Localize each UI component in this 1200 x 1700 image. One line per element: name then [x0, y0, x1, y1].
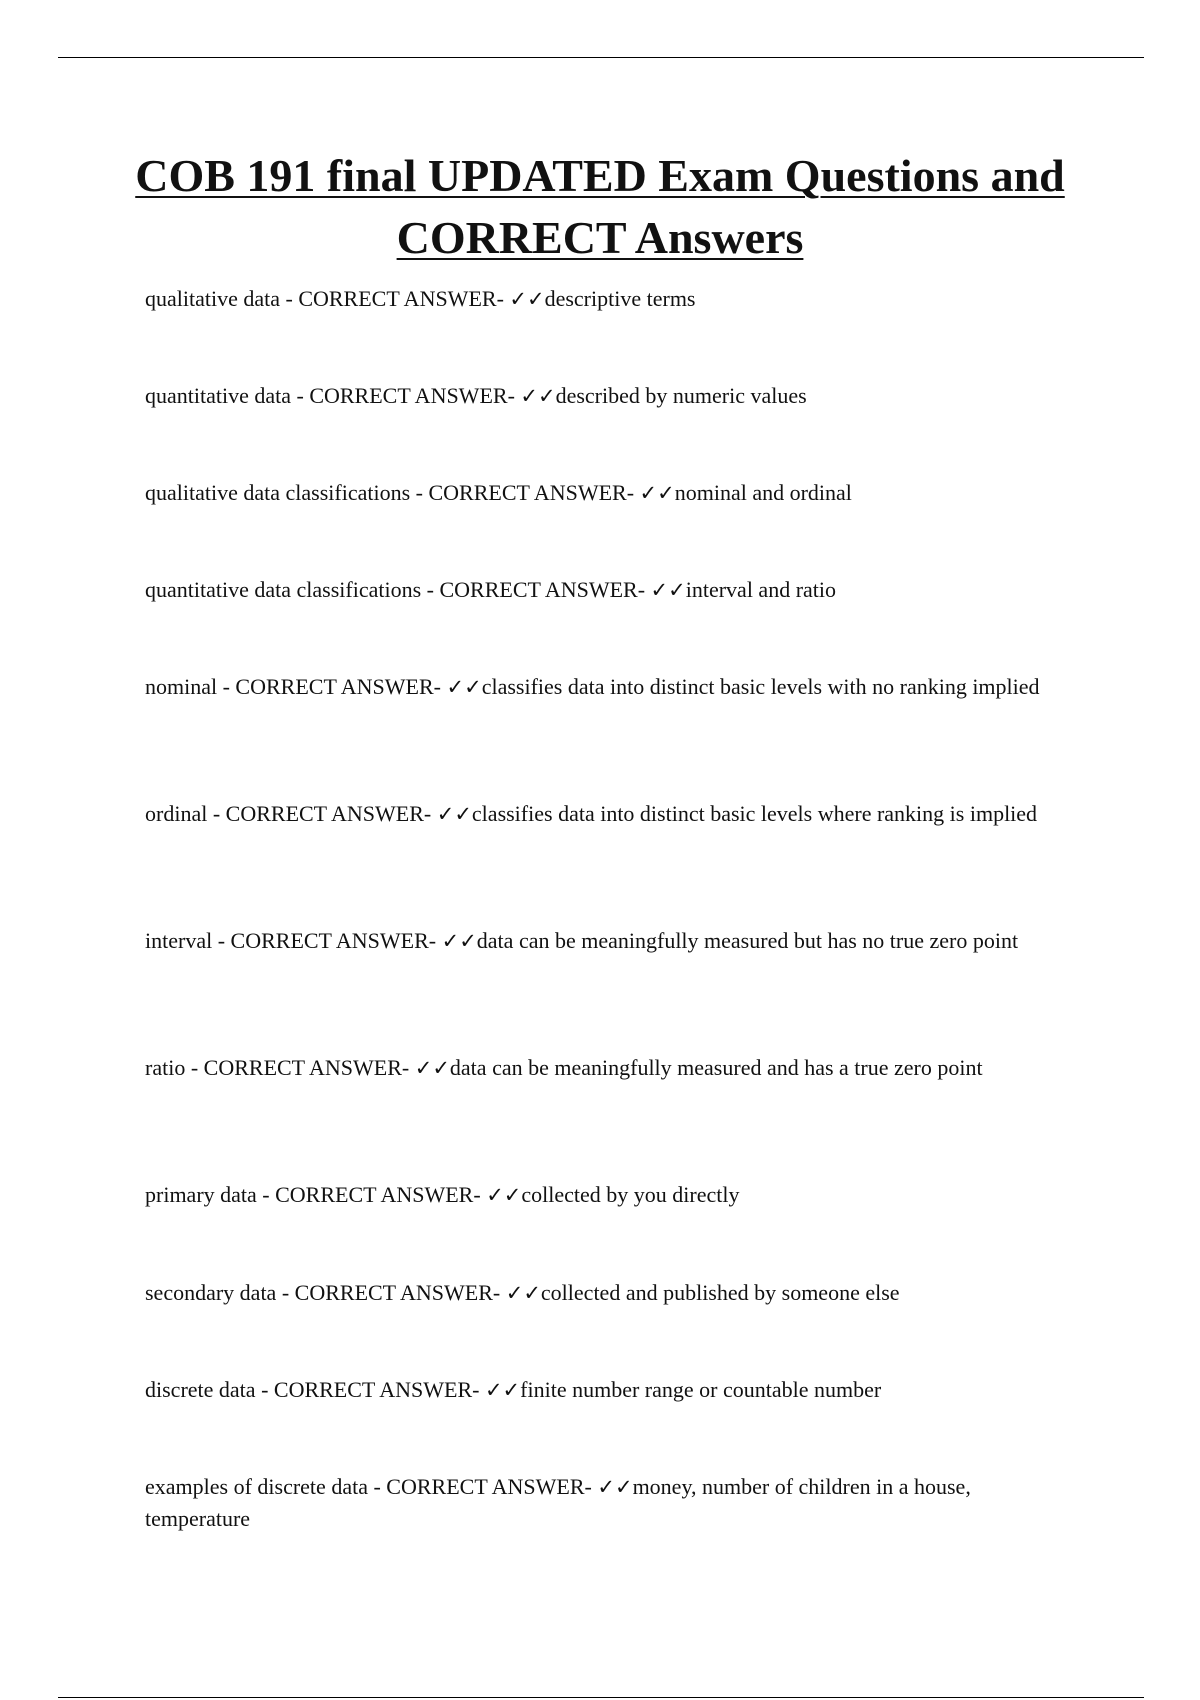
qa-separator: - CORRECT ANSWER-	[207, 801, 437, 826]
double-check-icon: ✓✓	[484, 1378, 521, 1402]
double-check-icon: ✓✓	[505, 1281, 541, 1305]
qa-term: nominal	[145, 674, 218, 699]
qa-item	[145, 574, 1065, 606]
qa-item	[145, 380, 1065, 412]
qa-term: secondary data	[145, 1280, 277, 1305]
qa-item	[145, 1179, 1065, 1211]
qa-term: quantitative data classifications	[145, 577, 422, 602]
qa-term: qualitative data	[145, 286, 280, 311]
qa-item	[145, 925, 1065, 957]
qa-answer: interval and ratio	[685, 577, 837, 602]
qa-separator: - CORRECT ANSWER-	[217, 674, 447, 699]
qa-term: ordinal	[145, 801, 208, 826]
qa-term: interval	[145, 928, 213, 953]
double-check-icon: ✓✓	[650, 578, 686, 602]
top-rule	[58, 57, 1144, 58]
qa-answer: classifies data into distinct basic levels where ranking is implied	[471, 801, 1038, 826]
qa-term: examples of discrete data	[145, 1474, 368, 1499]
qa-separator: - CORRECT ANSWER-	[280, 286, 510, 311]
qa-answer: nominal and ordinal	[674, 480, 852, 505]
document-title: COB 191 final UPDATED Exam Questions and CORRECT Answers	[135, 150, 1065, 263]
double-check-icon: ✓✓	[414, 1056, 450, 1080]
qa-answer: described by numeric values	[555, 383, 807, 408]
double-check-icon: ✓✓	[509, 287, 545, 311]
qa-item	[145, 1374, 1065, 1406]
qa-separator: - CORRECT ANSWER-	[421, 577, 651, 602]
qa-item	[145, 477, 1065, 509]
qa-item	[145, 671, 1065, 703]
qa-separator: - CORRECT ANSWER-	[255, 1377, 485, 1402]
qa-separator: - CORRECT ANSWER-	[276, 1280, 506, 1305]
qa-answer: data can be meaningfully measured but has no true zero point	[476, 928, 1019, 953]
qa-separator: - CORRECT ANSWER-	[212, 928, 442, 953]
bottom-rule	[58, 1697, 1144, 1698]
double-check-icon: ✓✓	[436, 802, 472, 826]
qa-term: primary data	[145, 1182, 257, 1207]
qa-answer: classifies data into distinct basic levels with no ranking implied	[481, 674, 1040, 699]
qa-item	[145, 798, 1065, 830]
double-check-icon: ✓✓	[639, 481, 675, 505]
double-check-icon: ✓✓	[441, 929, 477, 953]
qa-term: qualitative data classifications	[145, 480, 411, 505]
qa-answer: descriptive terms	[544, 286, 696, 311]
qa-separator: - CORRECT ANSWER-	[256, 1182, 487, 1207]
qa-answer: collected by you directly	[521, 1182, 740, 1207]
qa-term: discrete data	[145, 1377, 256, 1402]
double-check-icon: ✓✓	[520, 384, 556, 408]
qa-separator: - CORRECT ANSWER-	[291, 383, 521, 408]
qa-separator: - CORRECT ANSWER-	[367, 1474, 598, 1499]
qa-term: ratio	[145, 1055, 186, 1080]
qa-item	[145, 283, 1065, 315]
qa-answer: money, number of children in a house, temperature	[145, 1474, 971, 1531]
double-check-icon: ✓✓	[486, 1183, 522, 1207]
double-check-icon: ✓✓	[597, 1475, 633, 1499]
qa-item	[145, 1277, 1065, 1309]
qa-separator: - CORRECT ANSWER-	[410, 480, 640, 505]
qa-item	[145, 1471, 1065, 1535]
qa-answer: finite number range or countable number	[520, 1377, 882, 1402]
qa-separator: - CORRECT ANSWER-	[185, 1055, 415, 1080]
double-check-icon: ✓✓	[446, 675, 482, 699]
qa-answer: data can be meaningfully measured and has a true zero point	[449, 1055, 983, 1080]
qa-answer: collected and published by someone else	[540, 1280, 900, 1305]
qa-item	[145, 1052, 1065, 1084]
qa-term: quantitative data	[145, 383, 291, 408]
